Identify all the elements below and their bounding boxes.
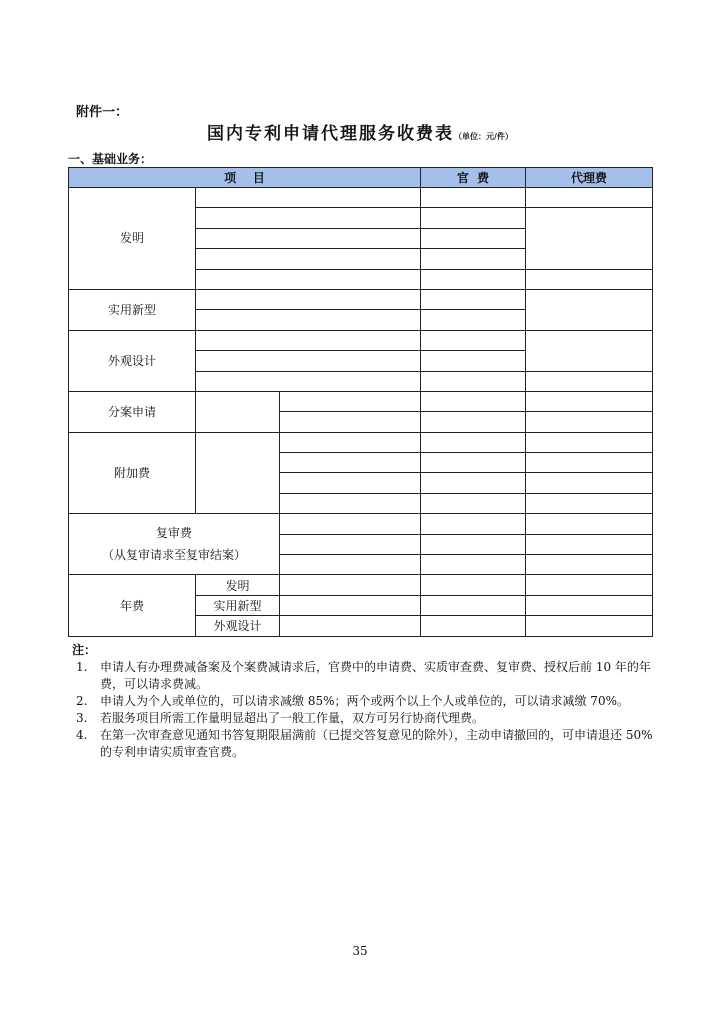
table-row: [69, 188, 653, 208]
cell-item: [280, 575, 421, 595]
cell-official: [421, 228, 526, 248]
cell-official: [421, 534, 526, 554]
cell-item: [280, 412, 421, 432]
cell-official: [421, 432, 526, 452]
cell-item: [280, 616, 421, 636]
group-surcharge: 附加费: [69, 432, 196, 514]
cell-agency: [526, 595, 653, 615]
note-number: 1.: [76, 660, 88, 674]
group-invention: 发明: [69, 188, 196, 290]
cell-official: [421, 473, 526, 493]
note-text: 申请人有办理费减备案及个案费减请求后，官费中的申请费、实质审查费、复审费、授权后前 10 年的年费，可以请求费减。: [100, 660, 651, 691]
cell-official: [421, 351, 526, 371]
cell-agency: [526, 371, 653, 391]
group-reexam: [69, 514, 280, 575]
annual-fee-utility-model: 实用新型: [196, 595, 280, 615]
note-item: [76, 693, 656, 710]
cell-official: [421, 310, 526, 330]
cell-item: [280, 555, 421, 575]
cell-item: [196, 351, 421, 371]
cell-item: [280, 514, 421, 534]
cell-official: [421, 493, 526, 513]
cell-agency: [526, 616, 653, 636]
note-text: 在第一次审查意见通知书答复期限届满前（已提交答复意见的除外），主动申请撤回的，可申请退还 50%的专利申请实质审查官费。: [100, 728, 653, 759]
cell-agency: [526, 412, 653, 432]
cell-item: [196, 371, 421, 391]
cell-item: [280, 493, 421, 513]
cell-agency: [526, 432, 653, 452]
table-header-row: [69, 168, 653, 188]
cell-item: [196, 228, 421, 248]
note-text: 若服务项目所需工作量明显超出了一般工作量，双方可另行协商代理费。: [100, 711, 485, 725]
unit-note: （单位：元/件）: [454, 132, 513, 141]
cell-official: [421, 249, 526, 269]
document-title: [0, 119, 720, 144]
fee-table: [68, 167, 653, 637]
table-row: [69, 514, 653, 534]
header-agency-fee: 代理费: [526, 168, 653, 188]
group-design: 外观设计: [69, 330, 196, 391]
cell-item: [196, 188, 421, 208]
cell-official: [421, 616, 526, 636]
annual-fee-invention: 发明: [196, 575, 280, 595]
cell-official: [421, 453, 526, 473]
cell-item: [196, 269, 421, 289]
cell-agency: [526, 188, 653, 208]
cell-official: [421, 269, 526, 289]
table-row: [69, 432, 653, 452]
note-item: [76, 727, 656, 761]
cell-official: [421, 208, 526, 228]
cell-sub: [196, 391, 280, 432]
cell-item: [280, 473, 421, 493]
cell-agency: [526, 514, 653, 534]
cell-agency: [526, 269, 653, 289]
cell-item: [280, 453, 421, 473]
table-row: [69, 289, 653, 309]
cell-official: [421, 514, 526, 534]
cell-item: [280, 432, 421, 452]
cell-item: [280, 534, 421, 554]
cell-sub: [196, 432, 280, 514]
cell-agency: [526, 473, 653, 493]
cell-agency: [526, 289, 653, 330]
title-text: 国内专利申请代理服务收费表: [207, 124, 455, 144]
cell-item: [196, 208, 421, 228]
cell-official: [421, 188, 526, 208]
cell-agency: [526, 534, 653, 554]
table-row: [69, 330, 653, 350]
reexam-note: （从复审请求至复审结案）: [101, 548, 246, 563]
cell-official: [421, 575, 526, 595]
note-number: 4.: [76, 728, 88, 742]
table-row: [69, 575, 653, 595]
cell-item: [280, 391, 421, 411]
reexam-label: 复审费: [155, 526, 192, 541]
page-number: 35: [352, 944, 368, 958]
cell-official: [421, 330, 526, 350]
cell-agency: [526, 493, 653, 513]
header-official-fee: 官 费: [421, 168, 526, 188]
cell-agency: [526, 555, 653, 575]
note-text: 申请人为个人或单位的，可以请求减缴 85%；两个或两个以上个人或单位的，可以请求减缴 70%。: [100, 694, 629, 708]
cell-item: [196, 289, 421, 309]
header-item: 项 目: [69, 168, 421, 188]
cell-official: [421, 391, 526, 411]
cell-agency: [526, 330, 653, 371]
cell-agency: [526, 575, 653, 595]
section-heading: 一、基础业务：: [68, 152, 153, 166]
cell-item: [196, 330, 421, 350]
group-divisional: 分案申请: [69, 391, 196, 432]
attachment-label: 附件一：: [76, 105, 129, 120]
cell-official: [421, 595, 526, 615]
cell-official: [421, 289, 526, 309]
note-item: [76, 710, 656, 727]
group-annual-fee: 年费: [69, 575, 196, 636]
notes-section: [72, 642, 656, 761]
table-row: [69, 391, 653, 411]
cell-item: [280, 595, 421, 615]
cell-agency: [526, 453, 653, 473]
notes-heading: 注：: [72, 643, 97, 657]
cell-official: [421, 555, 526, 575]
note-number: 2.: [76, 694, 88, 708]
cell-agency: [526, 208, 653, 269]
note-item: [76, 659, 656, 693]
cell-item: [196, 310, 421, 330]
cell-official: [421, 412, 526, 432]
annual-fee-design: 外观设计: [196, 616, 280, 636]
cell-official: [421, 371, 526, 391]
note-number: 3.: [76, 711, 88, 725]
cell-item: [196, 249, 421, 269]
cell-agency: [526, 391, 653, 411]
group-utility-model: 实用新型: [69, 289, 196, 330]
